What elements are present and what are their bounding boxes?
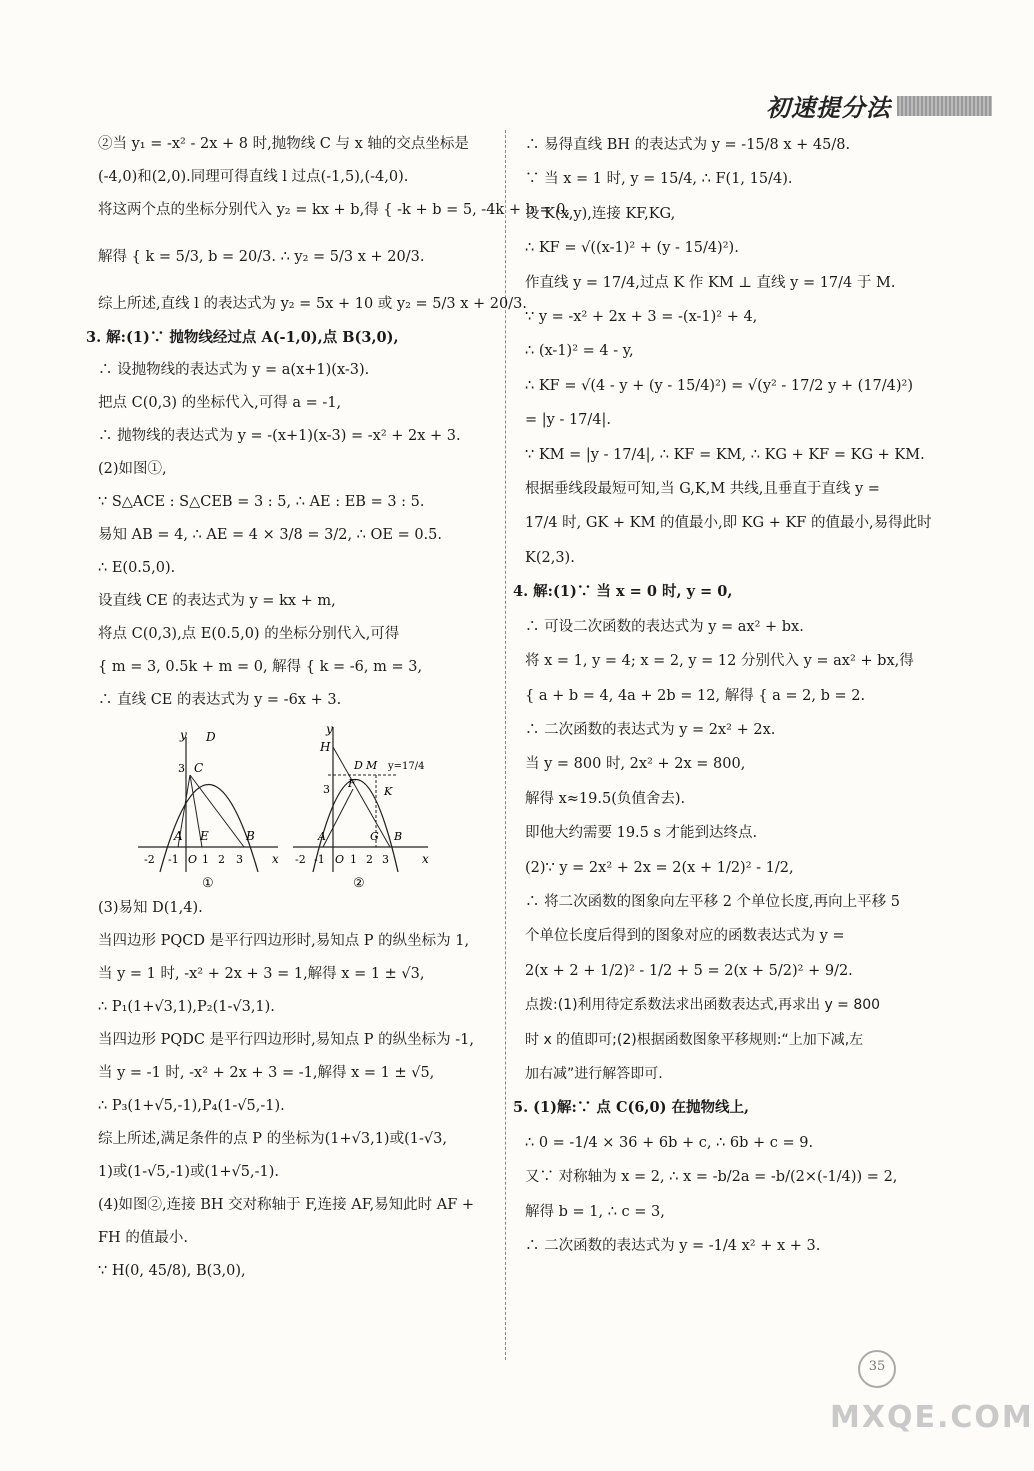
tip-line: 时 x 的值即可;(2)根据函数图象平移规则:“上加下减,左 — [525, 1031, 864, 1048]
text-line: 综上所述,满足条件的点 P 的坐标为(1+√3,1)或(1-√3, — [98, 1131, 447, 1147]
text-line: 当 y = 800 时, 2x² + 2x = 800, — [525, 756, 746, 773]
text-line: ∵ y = -x² + 2x + 3 = -(x-1)² + 4, — [525, 309, 758, 326]
figures — [98, 717, 493, 892]
fig1-tick-2: 2 — [218, 853, 225, 866]
text-line: ∵ H(0, 45/8), B(3,0), — [98, 1263, 246, 1279]
tip-line: 加右减”进行解答即可. — [525, 1065, 663, 1082]
text-line: 作直线 y = 17/4,过点 K 作 KM ⊥ 直线 y = 17/4 于 M. — [525, 274, 896, 291]
text-line: 将这两个点的坐标分别代入 y₂ = kx + b,得 { -k + b = 5, -4k + b = 0, — [98, 202, 571, 218]
watermark: MXQE.COM — [830, 1400, 1034, 1435]
text-line: ∵ 当 x = 1 时, y = 15/4, ∴ F(1, 15/4). — [525, 171, 793, 188]
fig2-label-3: 3 — [323, 783, 330, 796]
text-line: 当 y = 1 时, -x² + 2x + 3 = 1,解得 x = 1 ± √3, — [98, 966, 425, 982]
tip-line: 点拨:(1)利用待定系数法求出函数表达式,再求出 y = 800 — [525, 997, 881, 1014]
fig1-label-d: D — [206, 730, 216, 744]
text-line: 将 x = 1, y = 4; x = 2, y = 12 分别代入 y = ax² + bx,得 — [525, 653, 914, 670]
text-line: 1)或(1-√5,-1)或(1+√5,-1). — [98, 1164, 280, 1180]
text-line: 设 K(x,y),连接 KF,KG, — [525, 205, 676, 222]
text-line: FH 的值最小. — [98, 1230, 188, 1246]
text-line: ∴ 二次函数的表达式为 y = 2x² + 2x. — [525, 721, 776, 738]
fig1-label-x: x — [272, 852, 279, 866]
segment-af — [323, 789, 353, 847]
fig2-tick-2: 2 — [366, 853, 373, 866]
fig2-label-a: A — [318, 830, 326, 843]
fig2-label-k: K — [384, 785, 393, 798]
text-line: 解得 b = 1, ∴ c = 3, — [525, 1203, 665, 1220]
text-line: 将点 C(0,3),点 E(0.5,0) 的坐标分别代入,可得 — [98, 626, 400, 642]
text-line: ∴ 易得直线 BH 的表达式为 y = -15/8 x + 45/8. — [525, 137, 851, 153]
fig2-line-label: y=17/4 — [388, 761, 425, 772]
text-line: (2)∵ y = 2x² + 2x = 2(x + 1/2)² - 1/2, — [525, 859, 794, 876]
fig2-label-b: B — [394, 830, 403, 843]
text-line: { a + b = 4, 4a + 2b = 12, 解得 { a = 2, b = 2. — [525, 687, 866, 704]
text-line: 个单位长度后得到的图象对应的函数表达式为 y = — [525, 928, 845, 945]
figure-1 — [138, 728, 279, 891]
text-line: ∴ 可设二次函数的表达式为 y = ax² + bx. — [525, 618, 804, 635]
text-line: ∴ 二次函数的表达式为 y = -1/4 x² + x + 3. — [525, 1238, 821, 1254]
text-line: (2)如图①, — [98, 461, 167, 477]
fig2-tick-neg1: -1 — [314, 853, 325, 866]
text-line: ∵ S△ACE : S△CEB = 3 : 5, ∴ AE : EB = 3 : 5. — [98, 494, 425, 510]
fig1-tick-neg1: -1 — [168, 853, 179, 866]
text-line: ∴ P₁(1+√3,1),P₂(1-√3,1). — [98, 999, 275, 1015]
fig1-tick-neg2: -2 — [144, 853, 155, 866]
text-line: 17/4 时, GK + KM 的值最小,即 KG + KF 的值最小,易得此时 — [525, 515, 932, 532]
page-header — [766, 88, 992, 123]
fig1-label-3: 3 — [178, 762, 185, 775]
text-line: 解得 { k = 5/3, b = 20/3. ∴ y₂ = 5/3 x + 20/3. — [98, 249, 425, 265]
text-line: 把点 C(0,3) 的坐标代入,可得 a = -1, — [98, 395, 342, 411]
fig2-label-h: H — [320, 740, 331, 754]
text-line: 即他大约需要 19.5 s 才能到达终点. — [525, 825, 758, 842]
text-line: 当四边形 PQDC 是平行四边形时,易知点 P 的纵坐标为 -1, — [98, 1032, 475, 1048]
fig1-label-c: C — [194, 761, 204, 775]
text-line: ∴ 将二次函数的图象向左平移 2 个单位长度,再向上平移 5 — [525, 893, 900, 910]
question-4-start: 4. 解:(1)∵ 当 x = 0 时, y = 0, — [513, 583, 733, 601]
fig2-tick-1: 1 — [350, 853, 357, 866]
text-line: ∴ P₃(1+√5,-1),P₄(1-√5,-1). — [98, 1098, 285, 1114]
fig1-label-y: y — [180, 728, 187, 742]
fig1-caption: ① — [202, 876, 214, 891]
text-line: 综上所述,直线 l 的表达式为 y₂ = 5x + 10 或 y₂ = 5/3 x + 20/3. — [98, 296, 527, 312]
fig1-label-b: B — [246, 829, 255, 843]
text-line: ②当 y₁ = -x² - 2x + 8 时,抛物线 C 与 x 轴的交点坐标是 — [98, 136, 469, 152]
fig1-label-o: O — [188, 853, 198, 866]
text-line: ∴ 直线 CE 的表达式为 y = -6x + 3. — [98, 692, 342, 708]
fig2-label-f: F — [348, 777, 356, 790]
question-3-start: 3. 解:(1)∵ 抛物线经过点 A(-1,0),点 B(3,0), — [86, 329, 399, 346]
text-line: ∴ KF = √(4 - y + (y - 15/4)²) = √(y² - 17/2 y + (17/4)²) — [525, 377, 914, 394]
fig1-tick-3: 3 — [236, 853, 243, 866]
brand-title: 初速提分法 — [766, 94, 891, 122]
text-line: { m = 3, 0.5k + m = 0, 解得 { k = -6, m = 3, — [98, 659, 423, 675]
text-line: 根据垂线段最短可知,当 G,K,M 共线,且垂直于直线 y = — [525, 481, 880, 498]
text-line: ∴ KF = √((x-1)² + (y - 15/4)²). — [525, 240, 739, 257]
fig2-label-y: y — [326, 722, 333, 736]
brand-bar — [897, 96, 992, 116]
text-line: 当四边形 PQCD 是平行四边形时,易知点 P 的纵坐标为 1, — [98, 933, 470, 949]
fig1-label-e: E — [200, 829, 209, 843]
fig2-label-m: M — [366, 759, 378, 772]
fig2-label-o: O — [335, 853, 345, 866]
page-number: 35 — [858, 1350, 896, 1388]
question-5-start: 5. (1)解:∵ 点 C(6,0) 在抛物线上, — [513, 1099, 750, 1117]
figure-2 — [293, 722, 429, 891]
text-line: ∴ 0 = -1/4 × 36 + 6b + c, ∴ 6b + c = 9. — [525, 1134, 814, 1151]
fig1-tick-1: 1 — [202, 853, 209, 866]
figure-1-svg — [98, 717, 493, 892]
text-line: = |y - 17/4|. — [525, 412, 612, 429]
fig1-label-a: A — [174, 829, 183, 843]
text-line: 又∵ 对称轴为 x = 2, ∴ x = -b/2a = -b/(2×(-1/4)) = 2, — [525, 1169, 898, 1186]
text-line: 当 y = -1 时, -x² + 2x + 3 = -1,解得 x = 1 ± √5, — [98, 1065, 435, 1081]
text-line: ∴ E(0.5,0). — [98, 560, 176, 576]
fig2-caption: ② — [353, 876, 365, 891]
fig2-label-d: D — [354, 759, 363, 772]
text-line: ∴ (x-1)² = 4 - y, — [525, 343, 634, 360]
text-line: 2(x + 2 + 1/2)² - 1/2 + 5 = 2(x + 5/2)² + 9/2. — [525, 962, 853, 979]
text-line: K(2,3). — [525, 549, 575, 566]
text-line: ∴ 抛物线的表达式为 y = -(x+1)(x-3) = -x² + 2x + 3. — [98, 428, 461, 444]
text-line: 设直线 CE 的表达式为 y = kx + m, — [98, 593, 336, 609]
fig2-tick-neg2: -2 — [295, 853, 306, 866]
text-line: (3)易知 D(1,4). — [98, 900, 203, 916]
text-line: (-4,0)和(2,0).同理可得直线 l 过点(-1,5),(-4,0). — [98, 169, 409, 185]
right-column — [513, 128, 932, 1263]
column-divider — [505, 130, 506, 1360]
text-line: 易知 AB = 4, ∴ AE = 4 × 3/8 = 3/2, ∴ OE = 0.5. — [98, 527, 442, 543]
text-line: 解得 x≈19.5(负值舍去). — [525, 790, 686, 807]
fig2-label-g: G — [370, 830, 379, 843]
text-line: ∵ KM = |y - 17/4|, ∴ KF = KM, ∴ KG + KF = KG + KM. — [525, 446, 925, 463]
text-line: (4)如图②,连接 BH 交对称轴于 F,连接 AF,易知此时 AF + — [98, 1197, 475, 1213]
text-line: ∴ 设抛物线的表达式为 y = a(x+1)(x-3). — [98, 362, 370, 378]
fig2-tick-3: 3 — [382, 853, 389, 866]
fig2-label-x: x — [422, 852, 429, 866]
